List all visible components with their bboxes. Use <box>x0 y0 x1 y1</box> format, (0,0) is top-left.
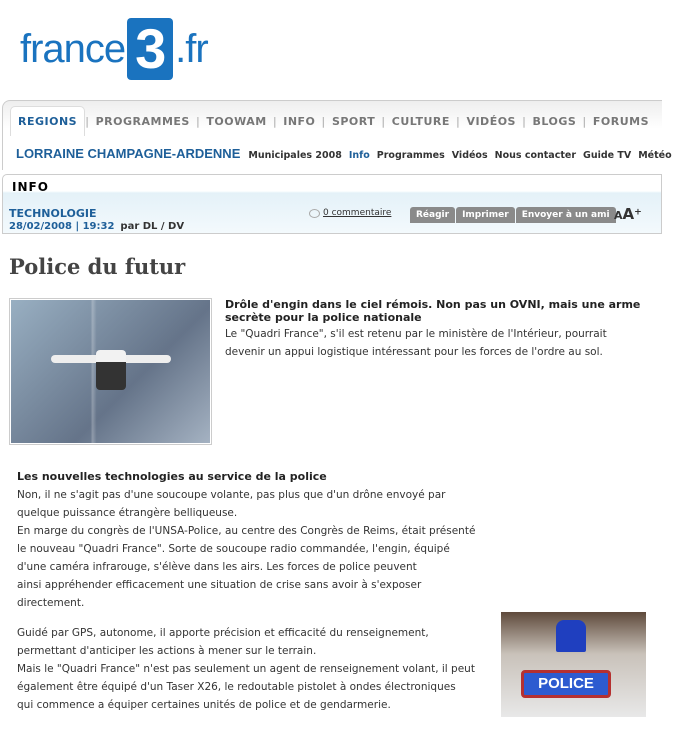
lead-title: Drôle d'engin dans le ciel rémois. Non pas un OVNI, mais une arme secrète pour la police nationale <box>225 298 641 324</box>
article-author: par DL / DV <box>120 221 185 232</box>
subnav-info[interactable]: Info <box>348 150 370 161</box>
subnav-videos[interactable]: Vidéos <box>451 150 488 161</box>
article-body-2 <box>17 624 475 714</box>
tab-sport[interactable]: SPORT <box>331 114 376 128</box>
body-line: également être équipé d'un Taser X26, le redoutable pistolet à ondes électroniques <box>17 681 456 693</box>
comments-link[interactable] <box>309 208 391 218</box>
main-tabs: REGIONS | PROGRAMMES | TOOWAM | INFO | SPORT | CULTURE | VIDÉOS | BLOGS | FORUMS <box>10 106 655 136</box>
comments-count[interactable]: 0 commentaire <box>323 208 392 218</box>
body-line: ainsi appréhender efficacement une situation de crise sans avoir à s'exposer <box>17 579 422 591</box>
subnav-contact[interactable]: Nous contacter <box>494 150 577 161</box>
react-button[interactable]: Réagir <box>410 207 455 223</box>
body-line: En marge du congrès de l'UNSA-Police, au centre des Congrès de Reims, était présenté <box>17 525 476 537</box>
tab-culture[interactable]: CULTURE <box>391 114 450 128</box>
tab-regions[interactable]: REGIONS <box>10 106 85 136</box>
article-lead <box>225 298 665 361</box>
region-title[interactable]: LORRAINE CHAMPAGNE-ARDENNE <box>16 146 241 161</box>
section-heading: INFO <box>12 180 49 194</box>
print-button[interactable]: Imprimer <box>456 207 515 223</box>
body-line: d'une caméra infrarouge, s'élève dans les airs. Les forces de police peuvent <box>17 561 417 573</box>
body-line: le nouveau "Quadri France". Sorte de soucoupe radio commandée, l'engin, équipé <box>17 543 450 555</box>
tab-programmes[interactable]: PROGRAMMES <box>95 114 190 128</box>
logo-text: france <box>20 26 126 71</box>
article-category[interactable]: TECHNOLOGIE <box>9 207 97 220</box>
tab-forums[interactable]: FORUMS <box>592 114 649 128</box>
subnav-municipales[interactable]: Municipales 2008 <box>248 150 342 161</box>
subnav-meteo[interactable]: Météo <box>638 150 672 161</box>
subnav-programmes[interactable]: Programmes <box>376 150 445 161</box>
lead-line: Le "Quadri France", s'il est retenu par le ministère de l'Intérieur, pourrait <box>225 328 607 340</box>
body-line: quelque puissance étrangère belliqueuse. <box>17 507 238 519</box>
siren-icon <box>556 620 586 652</box>
subnav-guide-tv[interactable]: Guide TV <box>583 150 632 161</box>
article-actions <box>410 207 616 223</box>
police-sign: POLICE <box>521 670 611 698</box>
tab-toowam[interactable]: TOOWAM <box>206 114 267 128</box>
article-meta <box>9 221 184 232</box>
france3-logo[interactable] <box>20 18 208 80</box>
article-body-1 <box>17 468 475 612</box>
article-date: 28/02/2008 | 19:32 <box>9 221 115 232</box>
body-line: Non, il ne s'agit pas d'une soucoupe volante, pas plus que d'un drône envoyé par <box>17 489 446 501</box>
tab-info[interactable]: INFO <box>283 114 316 128</box>
tab-blogs[interactable]: BLOGS <box>532 114 577 128</box>
comment-bubble-icon <box>309 209 320 218</box>
body-line: qui commence a équiper certaines unités de police et de gendarmerie. <box>17 699 391 711</box>
tab-videos[interactable]: VIDÉOS <box>466 114 516 128</box>
article-title: Police du futur <box>9 254 186 279</box>
body-line: directement. <box>17 597 85 609</box>
logo-suffix: .fr <box>175 26 208 71</box>
drone-image <box>9 298 212 445</box>
body-line: Guidé par GPS, autonome, il apporte précision et efficacité du renseignement, <box>17 627 429 639</box>
lead-line: devenir un appui logistique intéressant pour les forces de l'ordre au sol. <box>225 346 603 358</box>
send-friend-button[interactable]: Envoyer à un ami <box>516 207 616 223</box>
sub-nav <box>16 146 679 161</box>
body-line: permettant d'anticiper les actions à mener sur le terrain. <box>17 645 317 657</box>
logo-number: 3 <box>127 18 173 80</box>
police-car-image <box>501 612 646 717</box>
font-size-icon[interactable]: AA+ <box>614 205 642 223</box>
body-line: Mais le "Quadri France" n'est pas seulement un agent de renseignement volant, il peut <box>17 663 475 675</box>
subheading: Les nouvelles technologies au service de la police <box>17 470 327 483</box>
